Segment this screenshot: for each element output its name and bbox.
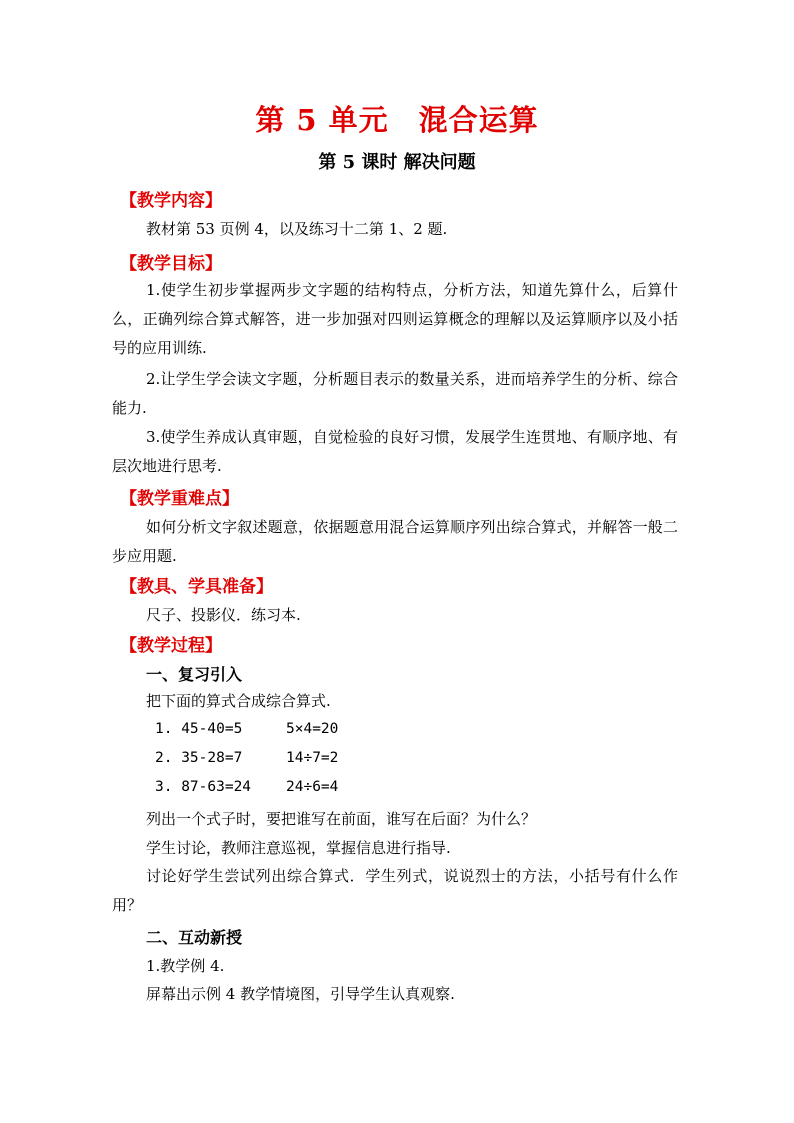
teaching-goal-3: 3.使学生养成认真审题，自觉检验的良好习惯，发展学生连贯地、有顺序地、有层次地进行思考. — [112, 428, 678, 475]
teaching-goal-2: 2.让学生学会读文字题，分析题目表示的数量关系，进而培养学生的分析、综合能力. — [112, 370, 678, 417]
exercise-2-step2: 14÷7=2 — [286, 750, 339, 766]
part1-title: 一、复习引入 — [146, 665, 243, 684]
teaching-goal-1: 1.使学生初步掌握两步文字题的结构特点，分析方法，知道先算什么，后算什么，正确列综合算式解答，进一步加强对四则运算概念的理解以及运算顺序以及小括号的应用训练. — [112, 281, 678, 357]
key-points-text: 如何分析文字叙述题意，依据题意用混合运算顺序列出综合算式，并解答一般二步应用题. — [112, 518, 678, 565]
exercise-3-step2: 24÷6=4 — [286, 779, 339, 795]
part2-title: 二、互动新授 — [146, 928, 243, 947]
discussion-text: 学生讨论，教师注意巡视，掌握信息进行指导. — [146, 839, 451, 857]
question-text: 列出一个式子时，要把谁写在前面，谁写在后面？为什么？ — [146, 810, 537, 828]
exercise-1-step1: 1. 45-40=5 — [155, 721, 243, 737]
teaching-content-text: 教材第 53 页例 4，以及练习十二第 1、2 题. — [146, 220, 448, 238]
heading-teaching-content: 【教学内容】 — [120, 191, 222, 211]
heading-key-points: 【教学重难点】 — [120, 489, 239, 509]
unit-title: 第 5 单元 混合运算 — [255, 103, 539, 137]
discussion-followup: 讨论好学生尝试列出综合算式．学生列式，说说烈士的方法，小括号有什么作用？ — [112, 867, 678, 914]
example-text: 屏幕出示例 4 教学情境图，引导学生认真观察. — [146, 985, 455, 1003]
exercise-1-step2: 5×4=20 — [286, 721, 339, 737]
example-title: 1.教学例 4. — [146, 957, 225, 975]
exercise-3-step1: 3. 87-63=24 — [155, 779, 252, 795]
exercise-2-step1: 2. 35-28=7 — [155, 750, 243, 766]
heading-process: 【教学过程】 — [120, 636, 222, 656]
heading-teaching-goals: 【教学目标】 — [120, 254, 222, 274]
tools-text: 尺子、投影仪．练习本. — [146, 606, 301, 624]
lesson-subtitle: 第 5 课时 解决问题 — [318, 152, 476, 173]
part1-intro: 把下面的算式合成综合算式. — [146, 692, 331, 710]
heading-tools: 【教具、学具准备】 — [120, 577, 273, 597]
